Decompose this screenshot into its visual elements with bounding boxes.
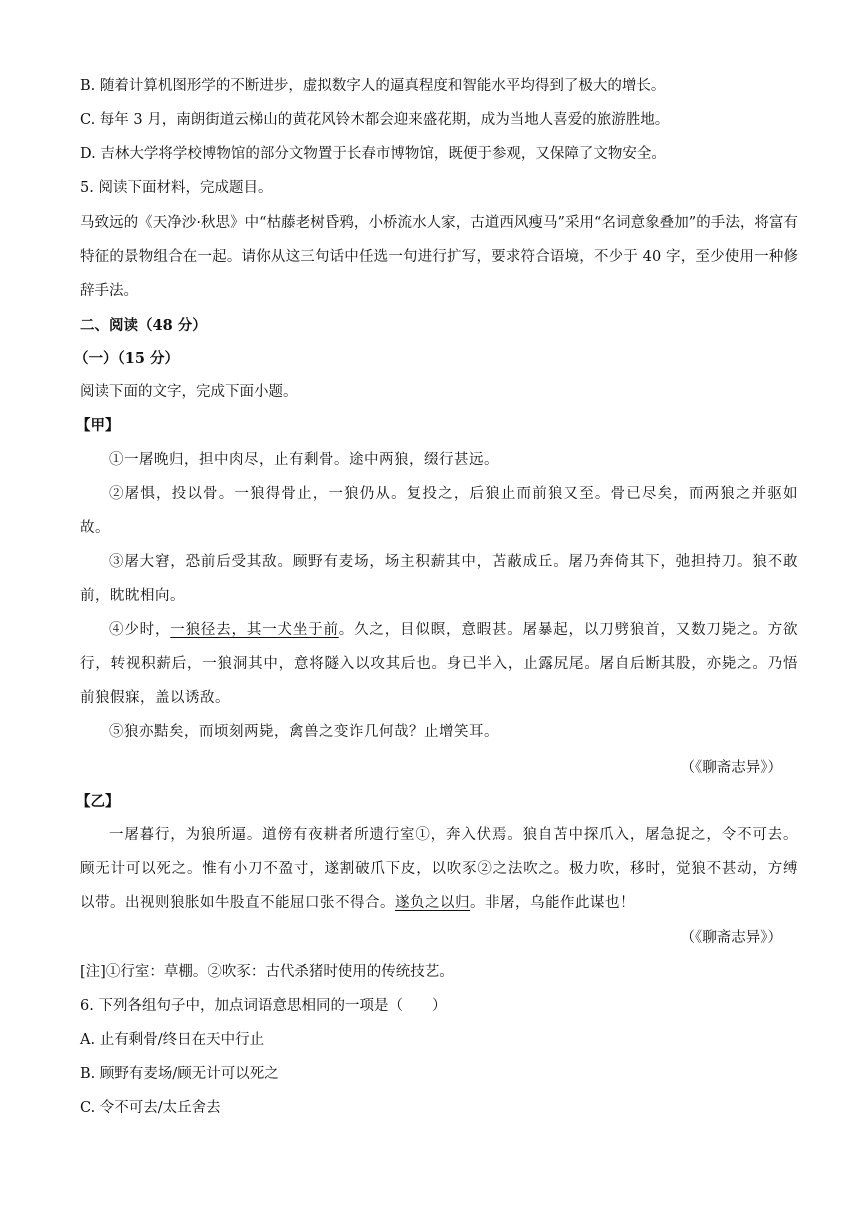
jia-paragraph-1: ①一屠晚归，担中肉尽，止有剩骨。途中两狼，缀行甚远。 bbox=[109, 452, 499, 468]
q6-option-c: C. 令不可去/太丘舍去 bbox=[80, 1100, 221, 1116]
part-title: （一）（15 分） bbox=[74, 350, 179, 367]
jia-paragraph-4 bbox=[80, 613, 798, 715]
passage-yi-label: 【乙】 bbox=[76, 793, 120, 810]
q5-stem: 5. 阅读下面材料，完成题目。 bbox=[80, 180, 273, 196]
jia-p4-pre: ④少时， bbox=[109, 622, 171, 638]
q4-option-d: D. 吉林大学将学校博物馆的部分文物置于长春市博物馆，既便于参观，又保障了文物安全。 bbox=[80, 146, 666, 162]
q6-option-b: B. 顾野有麦场/顾无计可以死之 bbox=[80, 1066, 279, 1082]
jia-paragraph-5: ⑤狼亦黠矣，而顷刻两毙，禽兽之变诈几何哉？止增笑耳。 bbox=[109, 724, 499, 740]
reading-instruction: 阅读下面的文字，完成下面小题。 bbox=[80, 384, 298, 400]
yi-underlined: 遂负之以归 bbox=[395, 895, 470, 911]
yi-pre: 一屠暮行，为狼所逼。道傍有夜耕者所遗行室①，奔入伏焉。狼自苫中探爪入，屠急捉之，令不可去。顾无计可以死之。惟有小刀不盈寸，遂割破爪下皮，以吹豕②之法吹之。极力吹，移时，觉狼不甚动，方缚以带。出视则狼胀如牛股直不能屈口张不得合。 bbox=[80, 827, 798, 911]
jia-source: （《聊斋志异》） bbox=[680, 760, 782, 776]
q6-option-a: A. 止有剩骨/终日在天中行止 bbox=[80, 1032, 265, 1048]
yi-source: （《聊斋志异》） bbox=[680, 930, 782, 946]
yi-post: 。非屠，乌能作此谋也！ bbox=[470, 895, 635, 911]
yi-paragraph bbox=[80, 818, 798, 920]
q4-option-c: C. 每年 3 月，南朗街道云梯山的黄花风铃木都会迎来盛花期，成为当地人喜爱的旅游胜地。 bbox=[80, 112, 670, 128]
q4-option-b: B. 随着计算机图形学的不断进步，虚拟数字人的逼真程度和智能水平均得到了极大的增长。 bbox=[80, 78, 666, 94]
jia-paragraph-2: ②屠惧，投以骨。一狼得骨止，一狼仍从。复投之，后狼止而前狼又至。骨已尽矣，而两狼之并驱如故。 bbox=[80, 486, 798, 536]
q6-stem: 6. 下列各组句子中，加点词语意思相同的一项是（ ） bbox=[80, 998, 447, 1014]
jia-p4-post: 。久之，目似瞑，意暇甚。屠暴起，以刀劈狼首，又数刀毙之。方欲行，转视积薪后，一狼洞其中，意将隧入以攻其后也。身已半入，止露尻尾。屠自后断其股，亦毙之。乃悟前狼假寐，盖以诱敌。 bbox=[80, 622, 799, 706]
passage-jia-label: 【甲】 bbox=[76, 417, 120, 434]
section-title: 二、阅读（48 分） bbox=[80, 317, 207, 334]
jia-paragraph-3: ③屠大窘，恐前后受其敌。顾野有麦场，场主积薪其中，苫蔽成丘。屠乃奔倚其下，弛担持刀。狼不敢前，眈眈相向。 bbox=[80, 554, 798, 604]
q5-material: 马致远的《天净沙·秋思》中“枯藤老树昏鸦，小桥流水人家，古道西风瘦马”采用“名词意象叠加”的手法，将富有特征的景物组合在一起。请你从这三句话中任选一句进行扩写，要求符合语境，不少于 40 字，至少使用一种修辞手法。 bbox=[80, 215, 798, 299]
jia-p4-underlined: 一狼径去，其一犬坐于前 bbox=[170, 622, 339, 638]
annotation-note: [注]①行室：草棚。②吹豕：古代杀猪时使用的传统技艺。 bbox=[80, 964, 454, 980]
